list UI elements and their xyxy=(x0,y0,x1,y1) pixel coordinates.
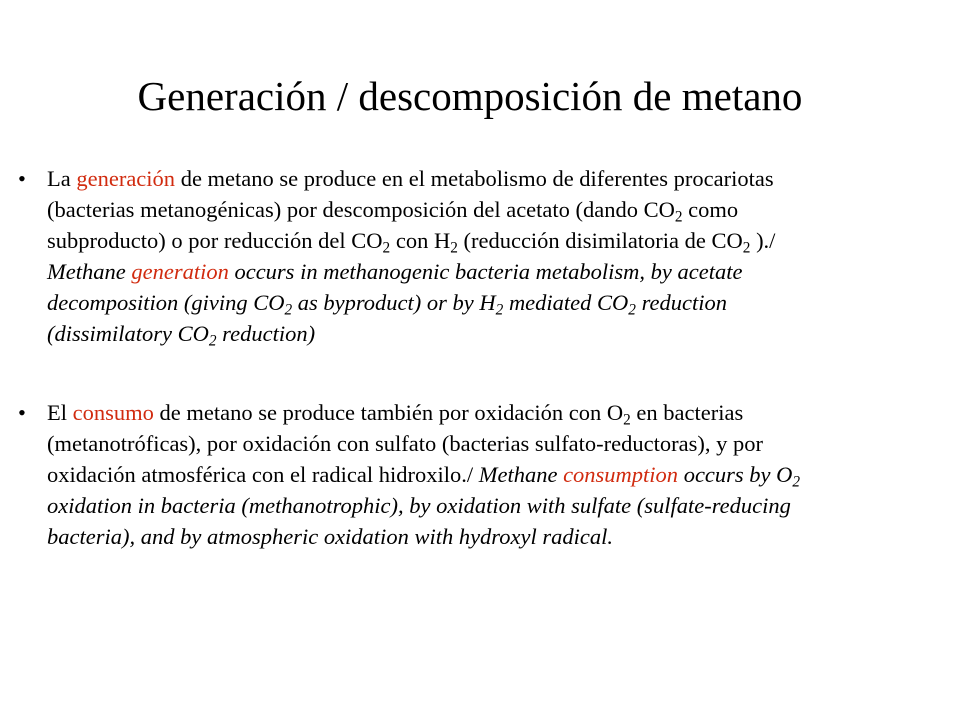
subscript: 2 xyxy=(623,411,631,429)
subscript: 2 xyxy=(742,239,751,257)
text-en-part: mediated CO xyxy=(503,290,629,315)
highlight-generacion: generación xyxy=(76,166,176,191)
text-en-part: occurs by O xyxy=(678,462,793,487)
bullet-list xyxy=(18,163,817,552)
text-en-part: oxidation in bacteria (methanotrophic), by oxidation with sulfate (sulfate-reducing bacteria), and by atmospheric oxidation with hydroxyl radical. xyxy=(47,493,791,549)
text-es: (reducción disimilatoria de CO xyxy=(457,228,743,253)
text-es: )./ xyxy=(750,228,776,253)
subscript: 2 xyxy=(284,301,293,319)
text-en-part: as byproduct) or by H xyxy=(292,290,496,315)
subscript: 2 xyxy=(450,239,458,257)
text-es: con H xyxy=(390,228,451,253)
text-es: como subproducto) o por reducción del CO xyxy=(47,197,739,253)
text-es: El xyxy=(47,400,73,425)
text-es: en bacterias (metanotróficas), por oxidación con sulfato (bacterias sulfato-reductoras), y por oxidación atmosférica con el radical hidroxilo./ xyxy=(47,400,763,487)
text-en xyxy=(47,259,743,350)
bullet-dot-icon: • xyxy=(18,166,26,191)
text-es: de metano se produce también por oxidación con O xyxy=(153,400,624,425)
text-en-part: reduction (dissimilatory CO xyxy=(47,290,727,346)
subscript: 2 xyxy=(208,332,217,350)
text-en-part: reduction) xyxy=(216,321,316,346)
subscript: 2 xyxy=(628,301,636,319)
highlight-consumo: consumo xyxy=(72,400,154,425)
bullet-methane-consumption xyxy=(18,397,817,552)
text-es: de metano se produce en el metabolismo de diferentes procariotas (bacterias metanogénicas) por descomposición del acetato (dando CO xyxy=(47,166,774,222)
subscript: 2 xyxy=(495,301,504,319)
subscript: 2 xyxy=(382,239,391,257)
bullet-methane-generation xyxy=(18,163,817,350)
slide-title: Generación / descomposición de metano xyxy=(137,73,803,119)
text-en-part: Methane xyxy=(478,462,564,487)
text-en-part: occurs in methanogenic bacteria metabolism, by acetate decomposition (giving CO xyxy=(47,259,743,315)
subscript: 2 xyxy=(792,473,801,491)
subscript: 2 xyxy=(674,208,683,226)
bullet-dot-icon: • xyxy=(18,400,26,425)
highlight-generation: generation xyxy=(131,259,229,284)
text-en-part: Methane xyxy=(47,259,132,284)
text-es: La xyxy=(47,166,77,191)
highlight-consumption: consumption xyxy=(563,462,679,487)
